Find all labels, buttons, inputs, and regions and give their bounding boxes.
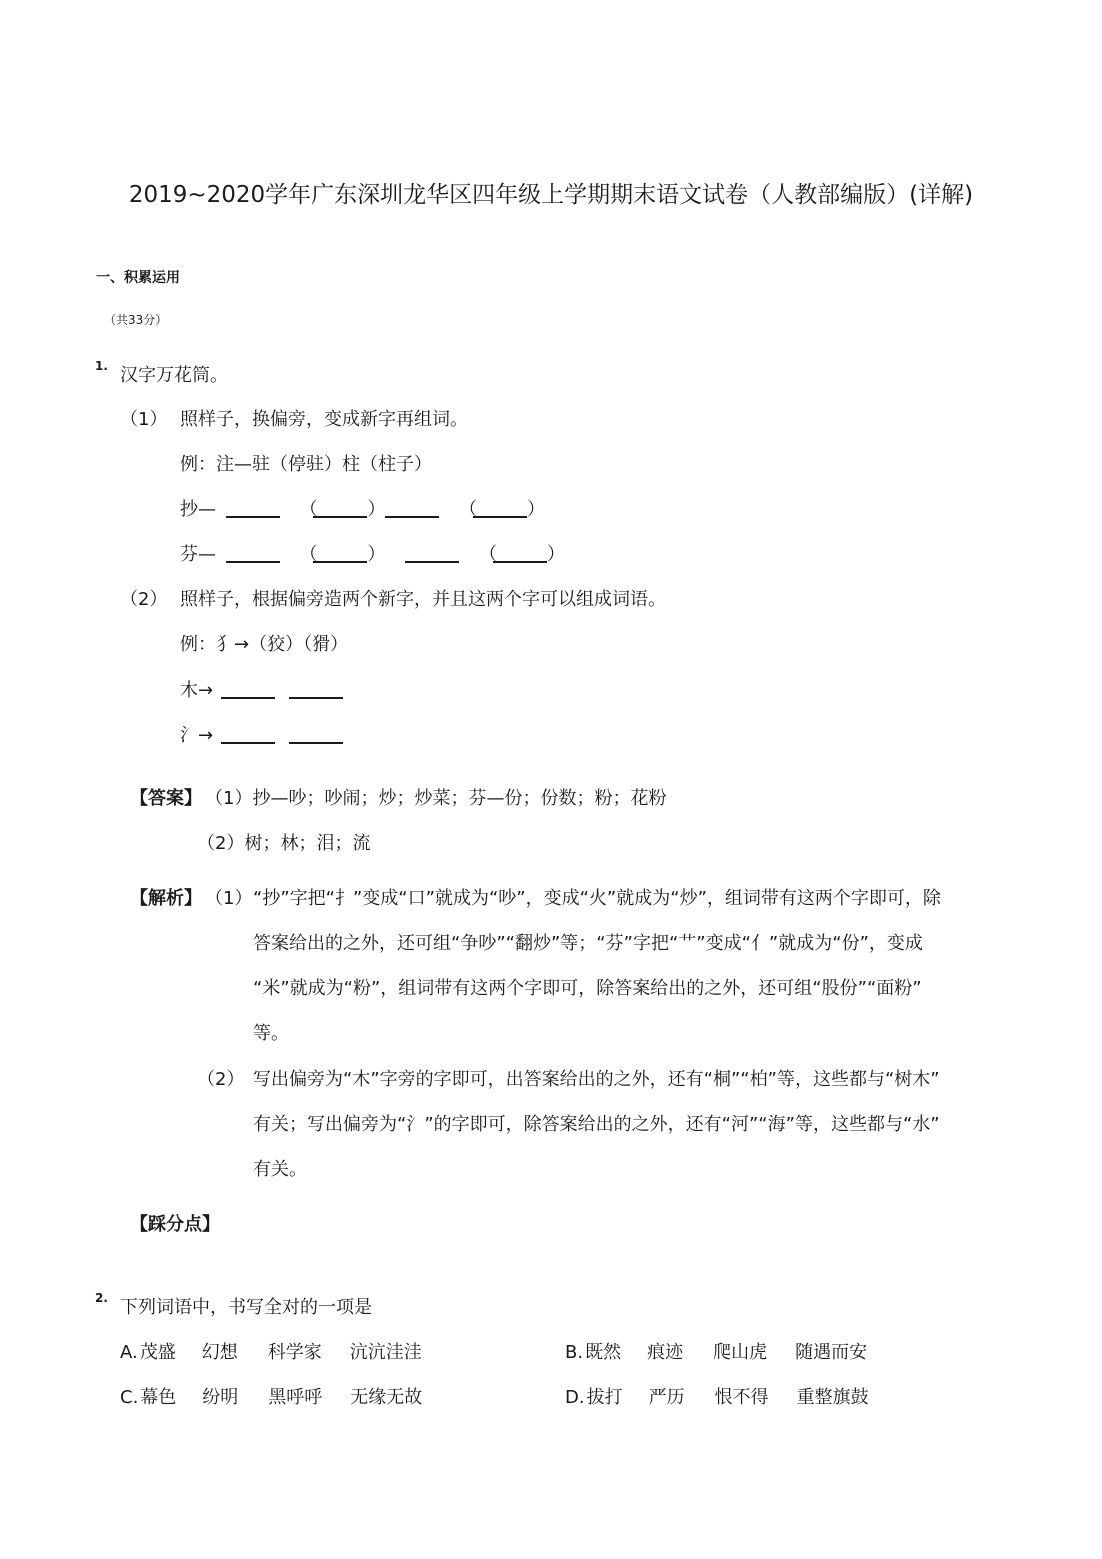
option-letter: C. bbox=[120, 1387, 139, 1408]
answer-blank[interactable] bbox=[313, 543, 367, 563]
scoring-points-tag: 【踩分点】 bbox=[130, 1214, 220, 1235]
analysis-line: “抄”字把“扌”变成“口”就成为“吵”，变成“火”就成为“炒”，组词带有这两个字即可，除 bbox=[253, 888, 941, 909]
option-word: 纷明 bbox=[202, 1387, 239, 1408]
fill-row bbox=[180, 721, 343, 747]
option-word: 严历 bbox=[648, 1387, 685, 1408]
answer-blank[interactable] bbox=[473, 498, 527, 518]
question-stem: 汉字万花筒。 bbox=[120, 365, 228, 386]
option-word: 重整旗鼓 bbox=[796, 1387, 869, 1408]
answer-blank[interactable] bbox=[385, 498, 439, 518]
answer-blank[interactable] bbox=[221, 724, 275, 744]
option-word: 沆沆洼洼 bbox=[349, 1342, 422, 1363]
fill-row bbox=[180, 676, 343, 702]
question-stem: 下列词语中，书写全对的一项是 bbox=[120, 1297, 372, 1318]
section-score: （共33分） bbox=[104, 313, 168, 327]
option-c[interactable] bbox=[120, 1383, 422, 1409]
option-letter: B. bbox=[565, 1342, 584, 1363]
document-title: 2019~2020学年广东深圳龙华区四年级上学期期末语文试卷（人教部编版）(详解) bbox=[128, 182, 974, 208]
analysis-part-label: （2） bbox=[197, 1069, 245, 1090]
analysis-line: “米”就成为“粉”，组词带有这两个字即可，除答案给出的之外，还可组“股份”“面粉” bbox=[253, 978, 922, 999]
analysis-line: 有关；写出偏旁为“氵”的字即可，除答案给出的之外，还有“河”“海”等，这些都与“水” bbox=[253, 1114, 940, 1135]
option-letter: A. bbox=[120, 1342, 138, 1363]
paren: （ bbox=[458, 499, 477, 520]
row-char: 氵→ bbox=[180, 725, 214, 746]
question-number: 1. bbox=[95, 359, 108, 373]
paren: （ bbox=[299, 544, 318, 565]
sub-question-label: （1） bbox=[120, 409, 168, 430]
analysis-line: 等。 bbox=[253, 1023, 289, 1044]
answer-tag: 【答案】 bbox=[130, 788, 202, 809]
paren: ） bbox=[367, 499, 386, 520]
answer-blank[interactable] bbox=[226, 543, 280, 563]
answer-blank[interactable] bbox=[313, 498, 367, 518]
answer-blank[interactable] bbox=[221, 679, 275, 699]
paren: （ bbox=[478, 544, 497, 565]
option-word: 茂盛 bbox=[139, 1342, 176, 1363]
option-d[interactable] bbox=[565, 1383, 869, 1409]
question-number: 2. bbox=[95, 1291, 108, 1305]
section-heading: 一、积累运用 bbox=[96, 270, 180, 286]
analysis-line: 写出偏旁为“木”字旁的字即可，出答案给出的之外，还有“桐”“柏”等，这些都与“树木” bbox=[253, 1069, 940, 1090]
analysis-line: 答案给出的之外，还可组“争吵”“翻炒”等；“芬”字把“艹”变成“亻”就成为“份”，变成 bbox=[253, 933, 923, 954]
row-char: 抄— bbox=[180, 499, 216, 520]
fill-row bbox=[180, 495, 545, 521]
option-word: 无缘无故 bbox=[350, 1387, 423, 1408]
example-line: 例：犭→（狡）（猾） bbox=[180, 634, 349, 655]
option-word: 爬山虎 bbox=[713, 1342, 768, 1363]
row-char: 芬— bbox=[180, 544, 216, 565]
fill-row bbox=[180, 540, 565, 566]
answer-line: （1）抄—吵；吵闹；炒；炒菜；芬—份；份数；粉；花粉 bbox=[205, 788, 667, 809]
option-word: 科学家 bbox=[267, 1342, 322, 1363]
option-word: 痕迹 bbox=[647, 1342, 684, 1363]
paren: ） bbox=[526, 499, 545, 520]
paren: （ bbox=[299, 499, 318, 520]
answer-line: （2）树；林；泪；流 bbox=[197, 833, 371, 854]
option-word: 幻想 bbox=[201, 1342, 238, 1363]
paren: ） bbox=[546, 544, 565, 565]
option-a[interactable] bbox=[120, 1338, 422, 1364]
row-char: 木→ bbox=[180, 680, 214, 701]
option-word: 恨不得 bbox=[714, 1387, 769, 1408]
option-word: 黑呼呼 bbox=[268, 1387, 323, 1408]
option-word: 既然 bbox=[585, 1342, 622, 1363]
paren: ） bbox=[367, 544, 386, 565]
answer-blank[interactable] bbox=[289, 724, 343, 744]
option-word: 随遇而安 bbox=[795, 1342, 868, 1363]
answer-blank[interactable] bbox=[405, 543, 459, 563]
option-letter: D. bbox=[565, 1387, 585, 1408]
option-word: 拔打 bbox=[586, 1387, 623, 1408]
answer-blank[interactable] bbox=[226, 498, 280, 518]
analysis-tag: 【解析】 bbox=[130, 888, 202, 909]
analysis-part-label: （1） bbox=[205, 888, 253, 909]
sub-question-instruction: 照样子，换偏旁，变成新字再组词。 bbox=[180, 409, 468, 430]
example-line: 例：注—驻（停驻）柱（柱子） bbox=[180, 454, 432, 475]
option-word: 幕色 bbox=[140, 1387, 177, 1408]
answer-blank[interactable] bbox=[289, 679, 343, 699]
sub-question-instruction: 照样子，根据偏旁造两个新字，并且这两个字可以组成词语。 bbox=[180, 589, 666, 610]
analysis-line: 有关。 bbox=[253, 1159, 307, 1180]
sub-question-label: （2） bbox=[120, 589, 168, 610]
option-b[interactable] bbox=[565, 1338, 867, 1364]
answer-blank[interactable] bbox=[493, 543, 547, 563]
